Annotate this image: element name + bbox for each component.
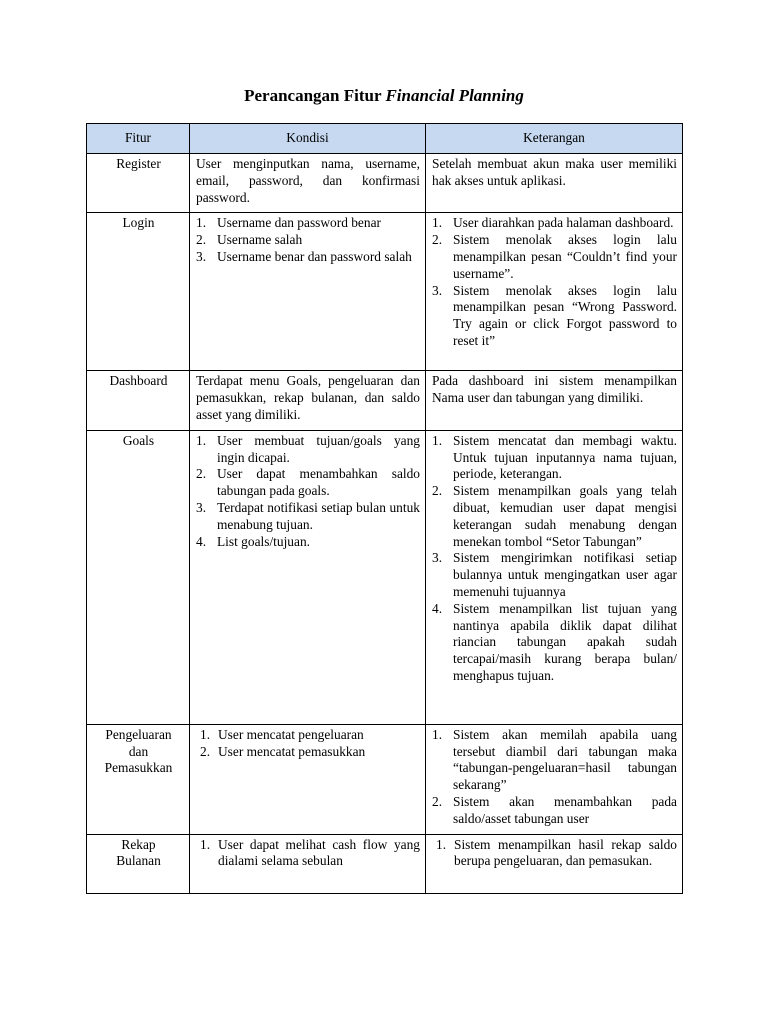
title-italic: Financial Planning xyxy=(385,86,524,105)
list-item: 1. Username dan password benar xyxy=(196,215,381,231)
list-item: 3. Terdapat notifikasi setiap bulan untuk menabung tujuan. xyxy=(196,499,420,532)
list-item: 1. User dapat melihat cash flow yang dialami selama sebulan xyxy=(200,836,420,869)
feature-table xyxy=(86,123,683,894)
fitur-cell: Dashboard xyxy=(87,371,190,430)
header-keterangan: Keterangan xyxy=(426,124,683,154)
table-row xyxy=(87,834,683,893)
kondisi-cell xyxy=(190,430,426,724)
fitur-cell: Goals xyxy=(87,430,190,724)
list-item: 2. Username salah xyxy=(196,232,303,248)
table-row xyxy=(87,213,683,371)
list-item: 3. Username benar dan password salah xyxy=(196,248,412,264)
list-item: 2. User mencatat pemasukkan xyxy=(200,743,366,759)
fitur-cell: Login xyxy=(87,213,190,371)
list-item: 1. Sistem menampilkan hasil rekap saldo berupa pengeluaran, dan pemasukan. xyxy=(436,836,677,869)
title-main: Perancangan Fitur xyxy=(244,86,386,105)
keterangan-cell: Pada dashboard ini sistem menampilkan Nama user dan tabungan yang dimiliki. xyxy=(426,371,683,430)
fitur-cell: Register xyxy=(87,154,190,213)
page-title xyxy=(0,86,768,106)
list-item: 2. Sistem menampilkan goals yang telah dibuat, kemudian user dapat mengisi keterangan sudah menabung dengan menekan tombol “Setor Tabungan” xyxy=(432,483,677,549)
table-row xyxy=(87,154,683,213)
list-item: 4. Sistem menampilkan list tujuan yang nantinya apabila diklik dapat dilihat riancian tabungan apakah sudah tercapai/masih kurang berapa bulan/ menghapus tujuan. xyxy=(432,600,677,683)
list-item: 2. Sistem akan menambahkan pada saldo/asset tabungan user xyxy=(432,793,677,826)
table-header-row xyxy=(87,124,683,154)
list-item: 4. List goals/tujuan. xyxy=(196,533,310,549)
kondisi-cell: Terdapat menu Goals, pengeluaran dan pemasukkan, rekap bulanan, dan saldo asset yang dimiliki. xyxy=(190,371,426,430)
list-item: 1. User diarahkan pada halaman dashboard. xyxy=(432,215,674,231)
table-row xyxy=(87,371,683,430)
list-item: 1. User membuat tujuan/goals yang ingin dicapai. xyxy=(196,432,420,465)
fitur-cell: Rekap Bulanan xyxy=(87,834,190,893)
kondisi-cell xyxy=(190,213,426,371)
table-row xyxy=(87,430,683,724)
keterangan-cell: Setelah membuat akun maka user memiliki hak akses untuk aplikasi. xyxy=(426,154,683,213)
kondisi-cell: User menginputkan nama, username, email, password, dan konfirmasi password. xyxy=(190,154,426,213)
list-item: 2. Sistem menolak akses login lalu menampilkan pesan “Couldn’t find your username”. xyxy=(432,232,677,281)
list-item: 1. Sistem akan memilah apabila uang tersebut diambil dari tabungan maka “tabungan-pengeluaran=hasil tabungan sekarang” xyxy=(432,726,677,793)
kondisi-cell xyxy=(190,724,426,834)
list-item: 2. User dapat menambahkan saldo tabungan pada goals. xyxy=(196,466,420,499)
table-row xyxy=(87,724,683,834)
header-fitur: Fitur xyxy=(87,124,190,154)
kondisi-cell xyxy=(190,834,426,893)
keterangan-cell xyxy=(426,724,683,834)
fitur-cell: Pengeluaran dan Pemasukkan xyxy=(87,724,190,834)
keterangan-cell xyxy=(426,430,683,724)
header-kondisi: Kondisi xyxy=(190,124,426,154)
keterangan-cell xyxy=(426,834,683,893)
list-item: 1. Sistem mencatat dan membagi waktu. Untuk tujuan inputannya nama tujuan, periode, keterangan. xyxy=(432,432,677,482)
list-item: 3. Sistem mengirimkan notifikasi setiap bulannya untuk mengingatkan user agar memenuhi tujuannya xyxy=(432,550,677,599)
keterangan-cell xyxy=(426,213,683,371)
list-item: 1. User mencatat pengeluaran xyxy=(200,726,364,742)
list-item: 3. Sistem menolak akses login lalu menampilkan pesan “Wrong Password. Try again or click Forgot password to reset it” xyxy=(432,282,677,348)
